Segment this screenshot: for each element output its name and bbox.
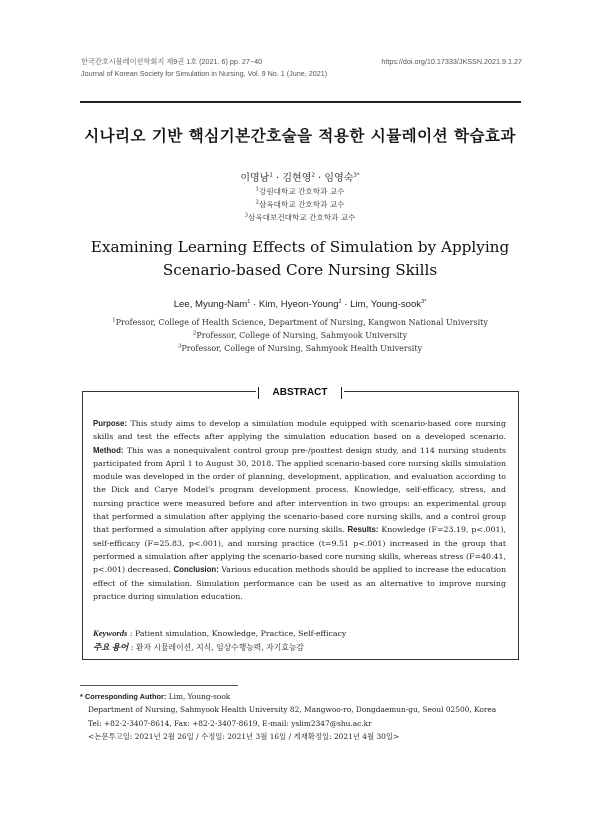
doi-header — [381, 56, 522, 68]
author-en-1-sup: 1 — [247, 298, 251, 305]
keywords-en-label: Keywords — [93, 628, 128, 638]
abstract-body — [93, 417, 506, 603]
journal-english: Journal of Korean Society for Simulation in Nursing, Vol. 9 No. 1 (June, 2021) — [81, 69, 328, 78]
title-english-line-2: Scenario-based Core Nursing Skills — [162, 261, 438, 279]
affiliation-en-1-sup: 1 — [112, 317, 116, 324]
abstract-label: ABSTRACT — [272, 387, 328, 398]
author-en-2-sup: 2 — [338, 298, 342, 305]
affiliation-kr-1-text: 강원대학교 간호학과 교수 — [258, 187, 345, 196]
author-en-3-sup: 3* — [421, 298, 427, 305]
affiliation-kr-3-sup: 3 — [244, 212, 248, 219]
conclusion-label: Conclusion: — [173, 565, 219, 575]
title-korean: 시나리오 기반 핵심기본간호술을 적용한 시뮬레이션 학습효과 — [84, 127, 516, 145]
running-header — [81, 56, 327, 80]
affiliation-en-2-text: Professor, College of Nursing, Sahmyook University — [196, 331, 408, 340]
affiliation-en-1 — [0, 318, 600, 327]
method-label: Method: — [93, 445, 124, 455]
affiliation-en-1-text: Professor, College of Health Science, Department of Nursing, Kangwon National University — [115, 318, 488, 327]
corresponding-address: Department of Nursing, Sahmyook Health University 82, Mangwoo-ro, Dongdaemun-gu, Seoul 02500, Korea — [88, 705, 497, 715]
purpose-label: Purpose: — [93, 419, 127, 428]
authors-korean — [0, 169, 600, 184]
author-separator: · — [344, 299, 348, 310]
submission-dates: <논문투고일: 2021년 2월 26일 / 수정일: 2021년 3월 16일 / 게재확정일: 2021년 4월 30일> — [88, 731, 400, 741]
author-en-3: Lim, Young-sook — [350, 299, 422, 310]
header-rule — [80, 101, 521, 103]
keywords-english — [93, 627, 513, 641]
authors-english — [0, 299, 600, 310]
keywords-korean — [93, 641, 513, 655]
footnote — [80, 690, 525, 743]
corresponding-contact: Tel: +82-2-3407-8614, Fax: +82-2-3407-8619, E-mail: yslim2347@shu.ac.kr — [88, 718, 372, 728]
keywords-en-text: : Patient simulation, Knowledge, Practice, Self-efficacy — [127, 629, 347, 638]
affiliation-en-3-text: Professor, College of Nursing, Sahmyook Health University — [181, 344, 423, 353]
corresponding-name: Lim, Young-sook — [166, 692, 231, 701]
affiliation-kr-2-text: 삼육대학교 간호학과 교수 — [258, 200, 345, 209]
footnote-rule — [80, 685, 238, 686]
doi-link[interactable]: https://doi.org/10.17333/JKSSN.2021.9.1.27 — [381, 57, 522, 66]
abstract-heading — [256, 386, 344, 400]
keywords-kr-label: 주요 용어 — [93, 641, 129, 652]
author-separator: · — [253, 299, 257, 310]
author-kr-1: 이명남 — [240, 173, 270, 184]
author-en-1: Lee, Myung-Nam — [173, 299, 248, 310]
affiliation-kr-3 — [0, 212, 600, 223]
affiliation-en-3-sup: 3 — [177, 343, 182, 350]
heading-bar-left — [258, 387, 259, 399]
affiliation-en-3 — [0, 344, 600, 353]
affiliation-kr-2-sup: 2 — [255, 199, 259, 206]
keywords-kr-text: : 환자 시뮬레이션, 지식, 임상수행능력, 자기효능감 — [128, 642, 304, 652]
corresponding-author — [80, 690, 525, 703]
keywords-block — [93, 627, 513, 654]
results-label: Results: — [347, 525, 379, 535]
method-text: This was a nonequivalent control group pre-/posttest design study, and 114 nursing students participated from April 1 to August 30, 2018. The applied scenario-based core nursing skills simulation module was developed in the order of planning, development, application, and evaluation according to the Dick and Carye Model's program development process. Knowledge, self-efficacy, stress, and nursing practice were measured before and after intervention in two groups: an experimental group that performed a simulation after applying the scenario-based core nursing skills, and a control group that performed a simulation after applying core nursing skills. — [93, 445, 506, 535]
title-english-line-1: Examining Learning Effects of Simulation by Applying — [90, 238, 510, 256]
author-kr-1-sup: 1 — [269, 172, 273, 179]
affiliation-en-2 — [0, 331, 600, 340]
results-text: Knowledge (F=23.19, p<.001), self-efficacy (F=25.83, p<.001), and nursing practice (t=9.51 p<.001) increased in the group that performed a simulation after applying the scenario-based core nursing skills, whereas stress (F=40.41, p<.001) decreased. — [93, 525, 506, 575]
author-kr-3: 임영숙 — [324, 173, 354, 184]
journal-korean: 한국간호시뮬레이션학회지 제9권 1호 (2021. 6) pp. 27~40 — [81, 57, 263, 66]
affiliation-kr-1 — [0, 186, 600, 197]
conclusion-text: Various education methods should be applied to increase the education effect of the simulation. Simulation performance can be used as an alternative to improve nursing practice during simulation education. — [93, 565, 507, 601]
heading-bar-right — [341, 387, 342, 399]
author-separator: · — [276, 173, 280, 184]
affiliation-kr-1-sup: 1 — [255, 186, 259, 193]
affiliation-en-2-sup: 2 — [192, 330, 197, 337]
author-kr-3-sup: 3* — [353, 172, 360, 179]
author-separator: · — [318, 173, 322, 184]
author-en-2: Kim, Hyeon-Young — [258, 299, 339, 310]
affiliation-kr-2 — [0, 199, 600, 210]
corresponding-label: * Corresponding Author: — [80, 692, 167, 701]
author-kr-2-sup: 2 — [311, 172, 315, 179]
title-english — [0, 236, 600, 282]
affiliation-kr-3-text: 삼육대보건대학교 간호학과 교수 — [247, 213, 356, 222]
purpose-text: This study aims to develop a simulation module equipped with scenario-based core nursing skills and test the effects after applying the simulation education based on a developed scenario. — [93, 419, 506, 442]
author-kr-2: 김현영 — [282, 173, 312, 184]
